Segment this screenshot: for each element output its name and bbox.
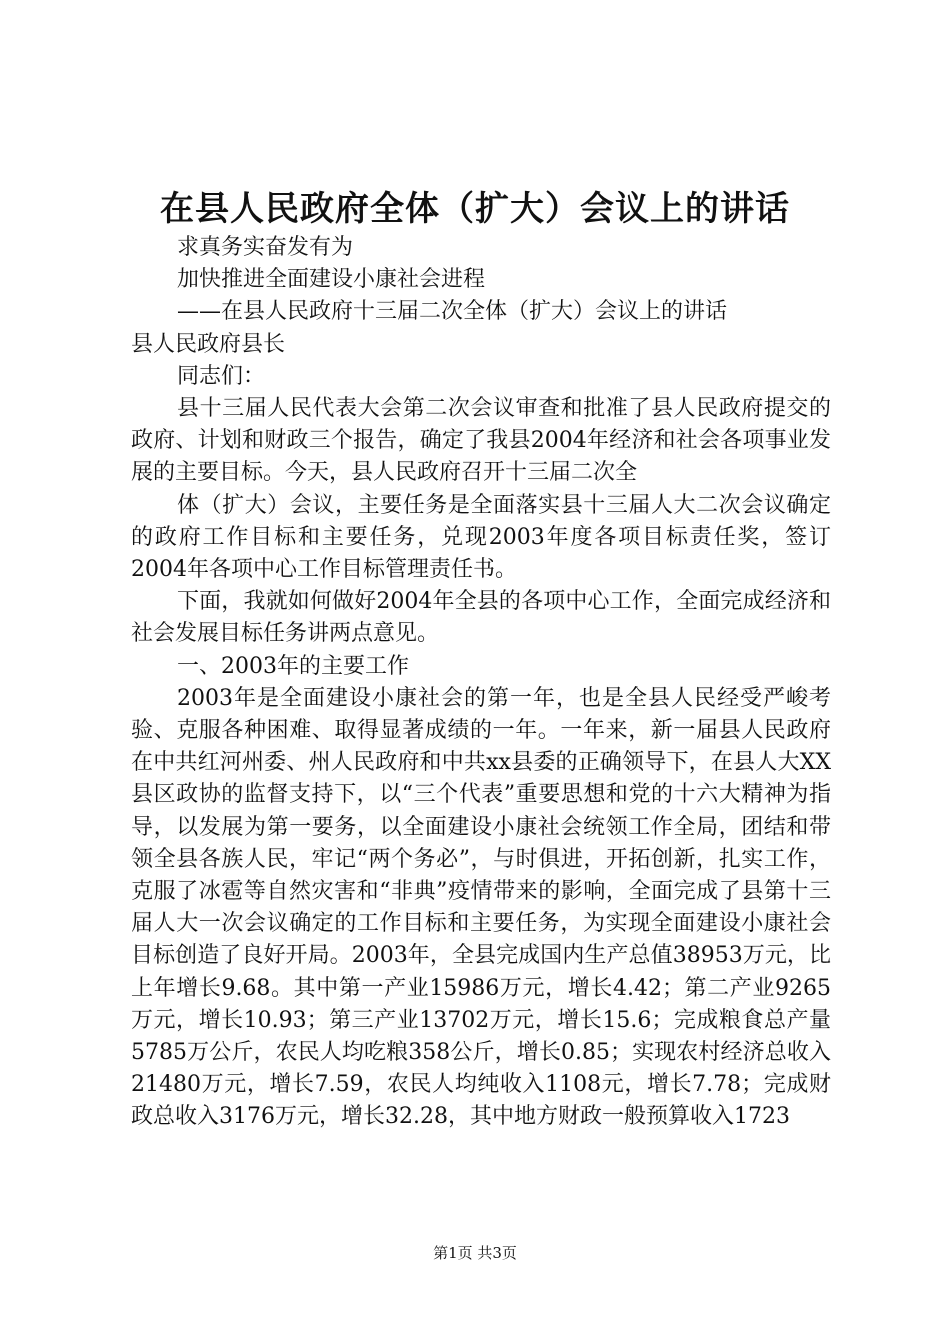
paragraph: 下面，我就如何做好2004年全县的各项中心工作，全面完成经济和社会发展目标任务讲两点意见。 <box>131 589 831 647</box>
page-number-footer: 第1页 共3页 <box>433 1244 517 1262</box>
subtitle-line-1: 求真务实奋发有为 <box>177 235 354 260</box>
paragraph: 体（扩大）会议，主要任务是全面落实县十三届人大二次会议确定的政府工作目标和主要任务，兑现2003年度各项目标责任奖，签订2004年各项中心工作目标管理责任书。 <box>131 492 831 583</box>
paragraph: 2003年是全面建设小康社会的第一年，也是全县人民经受严峻考验、克服各种困难、取得显著成绩的一年。一年来，新一届县人民政府在中共红河州委、州人民政府和中共xx县委的正确领导下，在县人大XX县区政协的监督支持下，以“三个代表”重要思想和党的十六大精神为指导，以发展为第一要务，以全面建设小康社会统领工作全局，团结和带领全县各族人民，牢记“两个务必”，与时俱进，开拓创新，扎实工作，克服了冰雹等自然灾害和“非典”疫情带来的影响，全面完成了县第十三届人大一次会议确定的工作目标和主要任务，为实现全面建设小康社会目标创造了良好开局。2003年，全县完成国内生产总值38953万元，比上年增长9.68。其中第一产业15986万元，增长4.42；第二产业9265万元，增长10.93；第三产业13702万元，增长15.6；完成粮食总产量5785万公斤，农民人均吃粮358公斤，增长0.85；实现农村经济总收入21480万元，增长7.59，农民人均纯收入1108元，增长7.78；完成财政总收入3176万元，增长32.28，其中地方财政一般预算收入1723 <box>131 685 831 1130</box>
speaker-line: 县人民政府县长 <box>131 331 286 357</box>
document-title: 在县人民政府全体（扩大）会议上的讲话 <box>160 189 790 229</box>
paragraph: 县十三届人民代表大会第二次会议审查和批准了县人民政府提交的政府、计划和财政三个报告，确定了我县2004年经济和社会各项事业发展的主要目标。今天，县人民政府召开十三届二次全 <box>131 396 831 486</box>
document-body <box>131 232 831 1134</box>
subtitle-line-2: 加快推进全面建设小康社会进程 <box>177 267 486 293</box>
section-heading: 一、2003年的主要工作 <box>177 653 409 679</box>
subtitle-line-3: ——在县人民政府十三届二次全体（扩大）会议上的讲话 <box>177 299 728 325</box>
greeting-line: 同志们： <box>177 363 266 389</box>
